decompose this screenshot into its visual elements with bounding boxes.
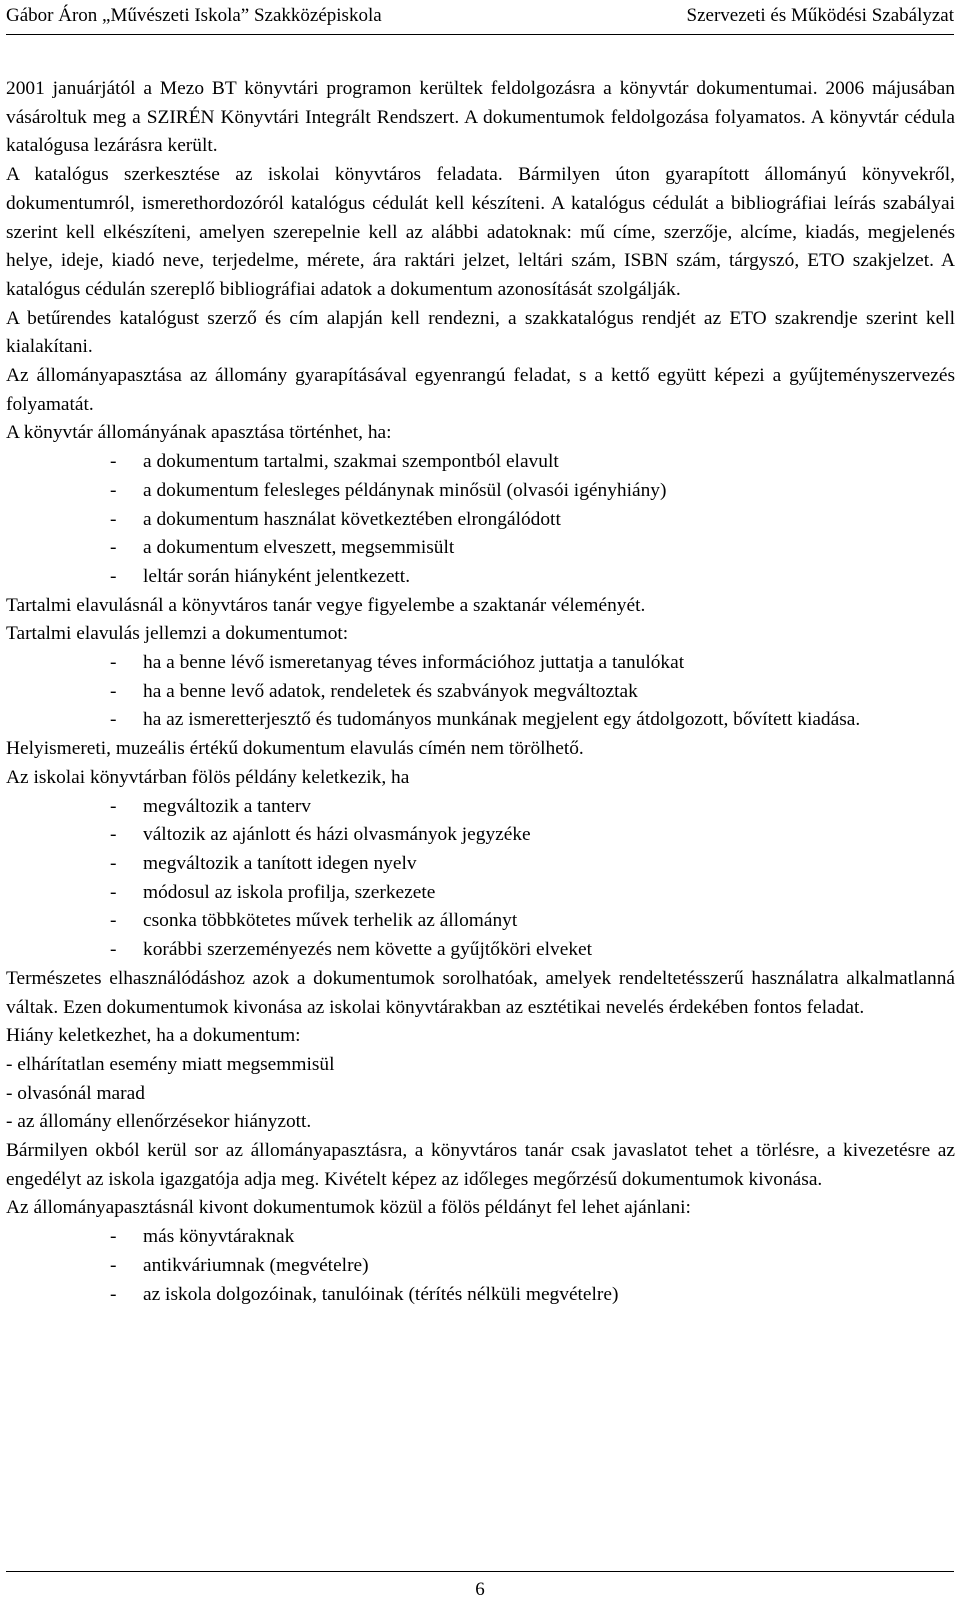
bullet-list xyxy=(6,1223,955,1309)
page-footer xyxy=(6,1571,954,1608)
list-item xyxy=(6,534,955,563)
dash-bullet: - xyxy=(110,565,117,587)
dash-bullet: - xyxy=(110,852,117,874)
paragraph: A könyvtár állományának apasztása történhet, ha: xyxy=(6,422,392,444)
list-item-text: csonka többkötetes művek terhelik az állományt xyxy=(143,910,518,932)
document-body xyxy=(6,75,955,1309)
paragraph: Hiány keletkezhet, ha a dokumentum: xyxy=(6,1025,301,1047)
list-item-text: megváltozik a tanított idegen nyelv xyxy=(143,852,417,874)
list-item xyxy=(6,563,955,592)
paragraph: Tartalmi elavulás jellemzi a dokumentumot: xyxy=(6,623,349,645)
page-number: 6 xyxy=(475,1579,485,1600)
list-item-text: ha a benne levő adatok, rendeletek és szabványok megváltoztak xyxy=(143,680,638,702)
list-item xyxy=(6,1281,955,1310)
list-item-text: más könyvtáraknak xyxy=(143,1226,295,1248)
dash-bullet: - xyxy=(110,508,117,530)
dash-bullet: - xyxy=(110,881,117,903)
list-item xyxy=(6,793,955,822)
list-item-text: megváltozik a tanterv xyxy=(143,795,311,817)
list-item xyxy=(6,821,955,850)
dash-bullet: - xyxy=(110,939,117,961)
paragraph: 2001 januárjától a Mezo BT könyvtári programon kerültek feldolgozásra a könyvtár dokumentumai. 2006 májusában vásároltuk meg a SZIRÉN Könyvtári Integrált Rendszert. A dokumentumok feldolgozása folyamatos. A könyvtár cédula katalógusa lezárásra került. xyxy=(6,78,955,157)
flat-list xyxy=(6,1051,955,1137)
list-item-text: ha az ismeretterjesztő és tudományos munkának megjelent egy átdolgozott, bővített kiadása. xyxy=(143,709,861,731)
list-item xyxy=(6,649,955,678)
list-item-text: változik az ajánlott és házi olvasmányok jegyzéke xyxy=(143,824,531,846)
list-item xyxy=(6,1252,955,1281)
bullet-list xyxy=(6,649,955,735)
dash-bullet: - xyxy=(110,1254,117,1276)
list-item-text: a dokumentum elveszett, megsemmisült xyxy=(143,537,455,559)
paragraph: Az állományapasztásnál kivont dokumentumok közül a fölös példányt fel lehet ajánlani: xyxy=(6,1197,691,1219)
list-item: - elhárítatlan esemény miatt megsemmisül xyxy=(6,1053,335,1075)
list-item-text: antikváriumnak (megvételre) xyxy=(143,1254,369,1276)
paragraph: Az állományapasztása az állomány gyarapításával egyenrangú feladat, s a kettő együtt képezi a gyűjteményszervezés folyamatát. xyxy=(6,365,955,415)
dash-bullet: - xyxy=(110,451,117,473)
list-item xyxy=(6,879,955,908)
dash-bullet: - xyxy=(110,680,117,702)
dash-bullet: - xyxy=(110,795,117,817)
list-item-text: ha a benne lévő ismeretanyag téves információhoz juttatja a tanulókat xyxy=(143,652,685,674)
dash-bullet: - xyxy=(110,824,117,846)
page-header xyxy=(6,4,954,35)
dash-bullet: - xyxy=(110,479,117,501)
dash-bullet: - xyxy=(110,652,117,674)
list-item-text: a dokumentum tartalmi, szakmai szempontból elavult xyxy=(143,451,559,473)
dash-bullet: - xyxy=(110,1226,117,1248)
dash-bullet: - xyxy=(110,537,117,559)
paragraph: Helyismereti, muzeális értékű dokumentum elavulás címén nem törölhető. xyxy=(6,738,584,760)
header-document-title: Szervezeti és Működési Szabályzat xyxy=(686,5,954,26)
paragraph: Az iskolai könyvtárban fölös példány keletkezik, ha xyxy=(6,766,410,788)
list-item xyxy=(6,477,955,506)
bullet-list xyxy=(6,448,955,592)
dash-bullet: - xyxy=(110,709,117,731)
list-item xyxy=(6,448,955,477)
list-item-text: leltár során hiányként jelentkezett. xyxy=(143,565,411,587)
list-item-text: a dokumentum használat következtében elrongálódott xyxy=(143,508,561,530)
bullet-list xyxy=(6,793,955,965)
list-item xyxy=(6,936,955,965)
list-item-text: az iskola dolgozóinak, tanulóinak (térítés nélküli megvételre) xyxy=(143,1283,619,1305)
list-item xyxy=(6,506,955,535)
dash-bullet: - xyxy=(110,910,117,932)
paragraph: A betűrendes katalógust szerző és cím alapján kell rendezni, a szakkatalógus rendjét az ETO szakrendje szerint kell kialakítani. xyxy=(6,307,955,358)
list-item xyxy=(6,706,955,735)
list-item xyxy=(6,678,955,707)
paragraph: A katalógus szerkesztése az iskolai könyvtáros feladata. Bármilyen úton gyarapított állományú könyvekről, dokumentumról, ismerethordozóról katalógus cédulát kell készíteni. A katalógus cédulát a bibliográfiai leírás szabályai szerint kell elkészíteni, amelyen szerepelnie kell az alábbi adatoknak: mű címe, szerzője, alcíme, kiadás, megjelenés helye, ideje, kiadó neve, terjedelme, mérete, ára raktári jelzet, leltári szám, ISBN szám, tárgyszó, ETO szakjelzet. A katalógus cédulán szereplő bibliográfiai adatok a dokumentum azonosítását szolgálják. xyxy=(6,164,955,300)
list-item xyxy=(6,1223,955,1252)
paragraph: Természetes elhasználódáshoz azok a dokumentumok sorolhatóak, amelyek rendeltetésszerű használatra alkalmatlanná váltak. Ezen dokumentumok kivonása az iskolai könyvtárakban az esztétikai nevelés érdekében fontos feladat. xyxy=(6,967,955,1018)
list-item xyxy=(6,907,955,936)
list-item-text: módosul az iskola profilja, szerkezete xyxy=(143,881,436,903)
header-school-name: Gábor Áron „Művészeti Iskola” Szakközépiskola xyxy=(6,5,382,26)
list-item-text: korábbi szerzeményezés nem követte a gyűjtőköri elveket xyxy=(143,939,593,961)
list-item xyxy=(6,850,955,879)
dash-bullet: - xyxy=(110,1283,117,1305)
paragraph: Bármilyen okból kerül sor az állományapasztásra, a könyvtáros tanár csak javaslatot tehet a törlésre, a kivezetésre az engedélyt az iskola igazgatója adja meg. Kivételt képez az időleges megőrzésű dokumentumok kivonása. xyxy=(6,1140,955,1190)
paragraph: Tartalmi elavulásnál a könyvtáros tanár vegye figyelembe a szaktanár véleményét. xyxy=(6,594,646,616)
list-item-text: a dokumentum felesleges példánynak minősül (olvasói igényhiány) xyxy=(143,479,667,501)
list-item: - az állomány ellenőrzésekor hiányzott. xyxy=(6,1111,312,1133)
list-item: - olvasónál marad xyxy=(6,1082,145,1104)
